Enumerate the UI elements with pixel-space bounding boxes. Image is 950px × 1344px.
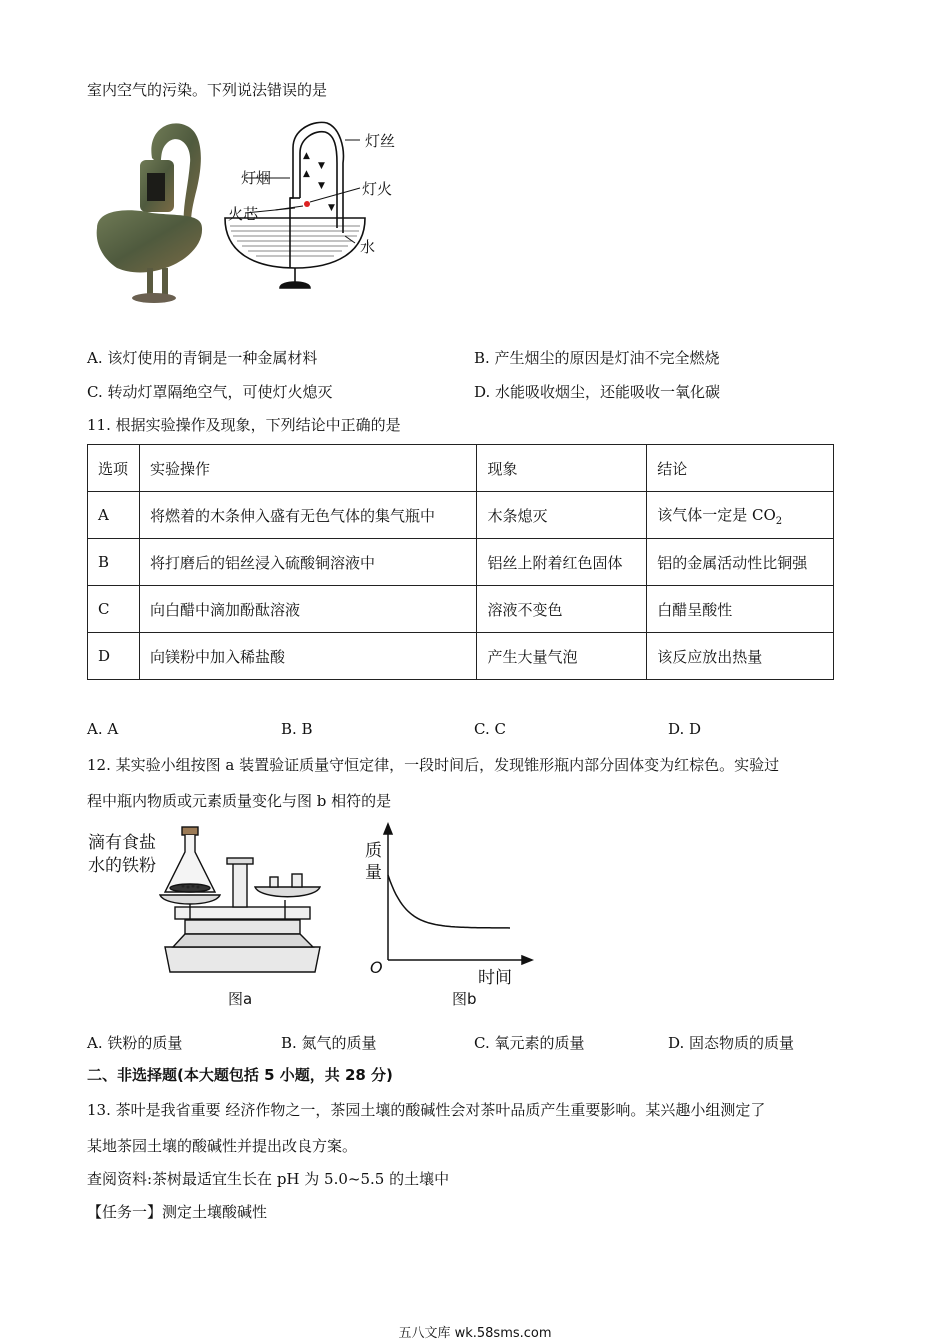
intro-text: 室内空气的污染。下列说法错误的是 <box>87 81 328 99</box>
fig-b-ylabel-1: 质 <box>365 841 382 861</box>
table-row <box>88 633 834 680</box>
q12-option-a: A. 铁粉的质量 <box>87 1034 183 1052</box>
svg-text:▼: ▼ <box>318 161 325 171</box>
table-cell: C <box>88 586 140 633</box>
table-row <box>88 492 834 539</box>
table-header-row <box>88 445 834 492</box>
label-filament: 灯丝 <box>365 132 396 150</box>
q13-line2: 某地茶园土壤的酸碱性并提出改良方案。 <box>87 1137 358 1155</box>
q11-option-d: D. D <box>668 720 702 738</box>
q13-line1: 13. 茶叶是我省重要 经济作物之一，茶园土壤的酸碱性会对茶叶品质产生重要影响。某兴趣小组测定了 <box>87 1101 766 1119</box>
q13-reference: 查阅资料:茶树最适宜生长在 pH 为 5.0~5.5 的土壤中 <box>87 1170 450 1188</box>
fig-b-xlabel: 时间 <box>478 968 512 988</box>
q11-stem: 11. 根据实验操作及现象，下列结论中正确的是 <box>87 416 401 434</box>
table-cell: 木条熄灭 <box>477 492 647 539</box>
label-flame: 灯火 <box>362 180 393 198</box>
table-header-cell: 选项 <box>88 445 140 492</box>
table-row <box>88 586 834 633</box>
q12-option-c: C. 氧元素的质量 <box>474 1034 585 1052</box>
bronze-lamp-photo <box>92 118 212 304</box>
q12-option-b: B. 氮气的质量 <box>281 1034 377 1052</box>
label-wick: 火芯 <box>228 205 259 223</box>
balance-diagram <box>155 822 325 982</box>
fig-a-label-2: 水的铁粉 <box>88 856 156 876</box>
table-header-cell: 现象 <box>477 445 647 492</box>
table-header-cell: 结论 <box>647 445 834 492</box>
q12-option-d: D. 固态物质的质量 <box>668 1034 795 1052</box>
mass-curve <box>388 875 510 928</box>
fig-b-origin: O <box>370 958 383 977</box>
y-axis-arrow <box>384 824 392 834</box>
q11-option-b: B. B <box>281 720 313 738</box>
table-row <box>88 539 834 586</box>
label-smoke: 灯烟 <box>241 169 272 187</box>
mass-time-chart <box>360 820 540 988</box>
fig-a-label-1: 滴有食盐 <box>88 833 156 853</box>
svg-text:▲: ▲ <box>303 151 310 161</box>
table-cell: D <box>88 633 140 680</box>
table-cell: 向白醋中滴加酚酞溶液 <box>139 586 477 633</box>
q10-option-d: D. 水能吸收烟尘，还能吸收一氧化碳 <box>474 383 721 401</box>
table-cell: 将打磨后的铝丝浸入硫酸铜溶液中 <box>139 539 477 586</box>
table-cell: 产生大量气泡 <box>477 633 647 680</box>
table-cell: 将燃着的木条伸入盛有无色气体的集气瓶中 <box>139 492 477 539</box>
q12-stem-line2: 程中瓶内物质或元素质量变化与图 b 相符的是 <box>87 792 392 810</box>
label-water: 水 <box>360 238 376 256</box>
svg-text:▼: ▼ <box>328 203 335 213</box>
table-cell: 白醋呈酸性 <box>647 586 834 633</box>
fig-a-caption: 图a <box>228 990 253 1008</box>
q10-option-a: A. 该灯使用的青铜是一种金属材料 <box>87 349 318 367</box>
q10-option-b: B. 产生烟尘的原因是灯油不完全燃烧 <box>474 349 720 367</box>
q11-table <box>87 444 834 680</box>
q12-stem-line1: 12. 某实验小组按图 a 装置验证质量守恒定律，一段时间后，发现锥形瓶内部分固体变为红棕色。实验过 <box>87 756 780 774</box>
x-axis-arrow <box>522 956 532 964</box>
fig-b-ylabel-2: 量 <box>365 863 382 883</box>
table-cell: A <box>88 492 140 539</box>
table-cell <box>647 492 834 539</box>
table-cell: 溶液不变色 <box>477 586 647 633</box>
svg-text:▲: ▲ <box>303 169 310 179</box>
fig-b-caption: 图b <box>452 990 477 1008</box>
footer-watermark: 五八文库 wk.58sms.com <box>398 1326 552 1341</box>
q13-task1: 【任务一】测定土壤酸碱性 <box>87 1203 268 1221</box>
section-title: 二、非选择题(本大题包括 5 小题，共 28 分) <box>87 1066 393 1084</box>
table-cell: 该反应放出热量 <box>647 633 834 680</box>
table-cell: B <box>88 539 140 586</box>
table-header-cell: 实验操作 <box>139 445 477 492</box>
table-cell: 铝丝上附着红色固体 <box>477 539 647 586</box>
co2-subscript: 2 <box>775 515 783 527</box>
table-cell: 向镁粉中加入稀盐酸 <box>139 633 477 680</box>
q10-option-c: C. 转动灯罩隔绝空气，可使灯火熄灭 <box>87 383 333 401</box>
q11-option-a: A. A <box>87 720 119 738</box>
table-cell: 铝的金属活动性比铜强 <box>647 539 834 586</box>
svg-text:▼: ▼ <box>318 181 325 191</box>
table-cell-text: 该气体一定是 CO <box>657 505 776 524</box>
q11-option-c: C. C <box>474 720 506 738</box>
